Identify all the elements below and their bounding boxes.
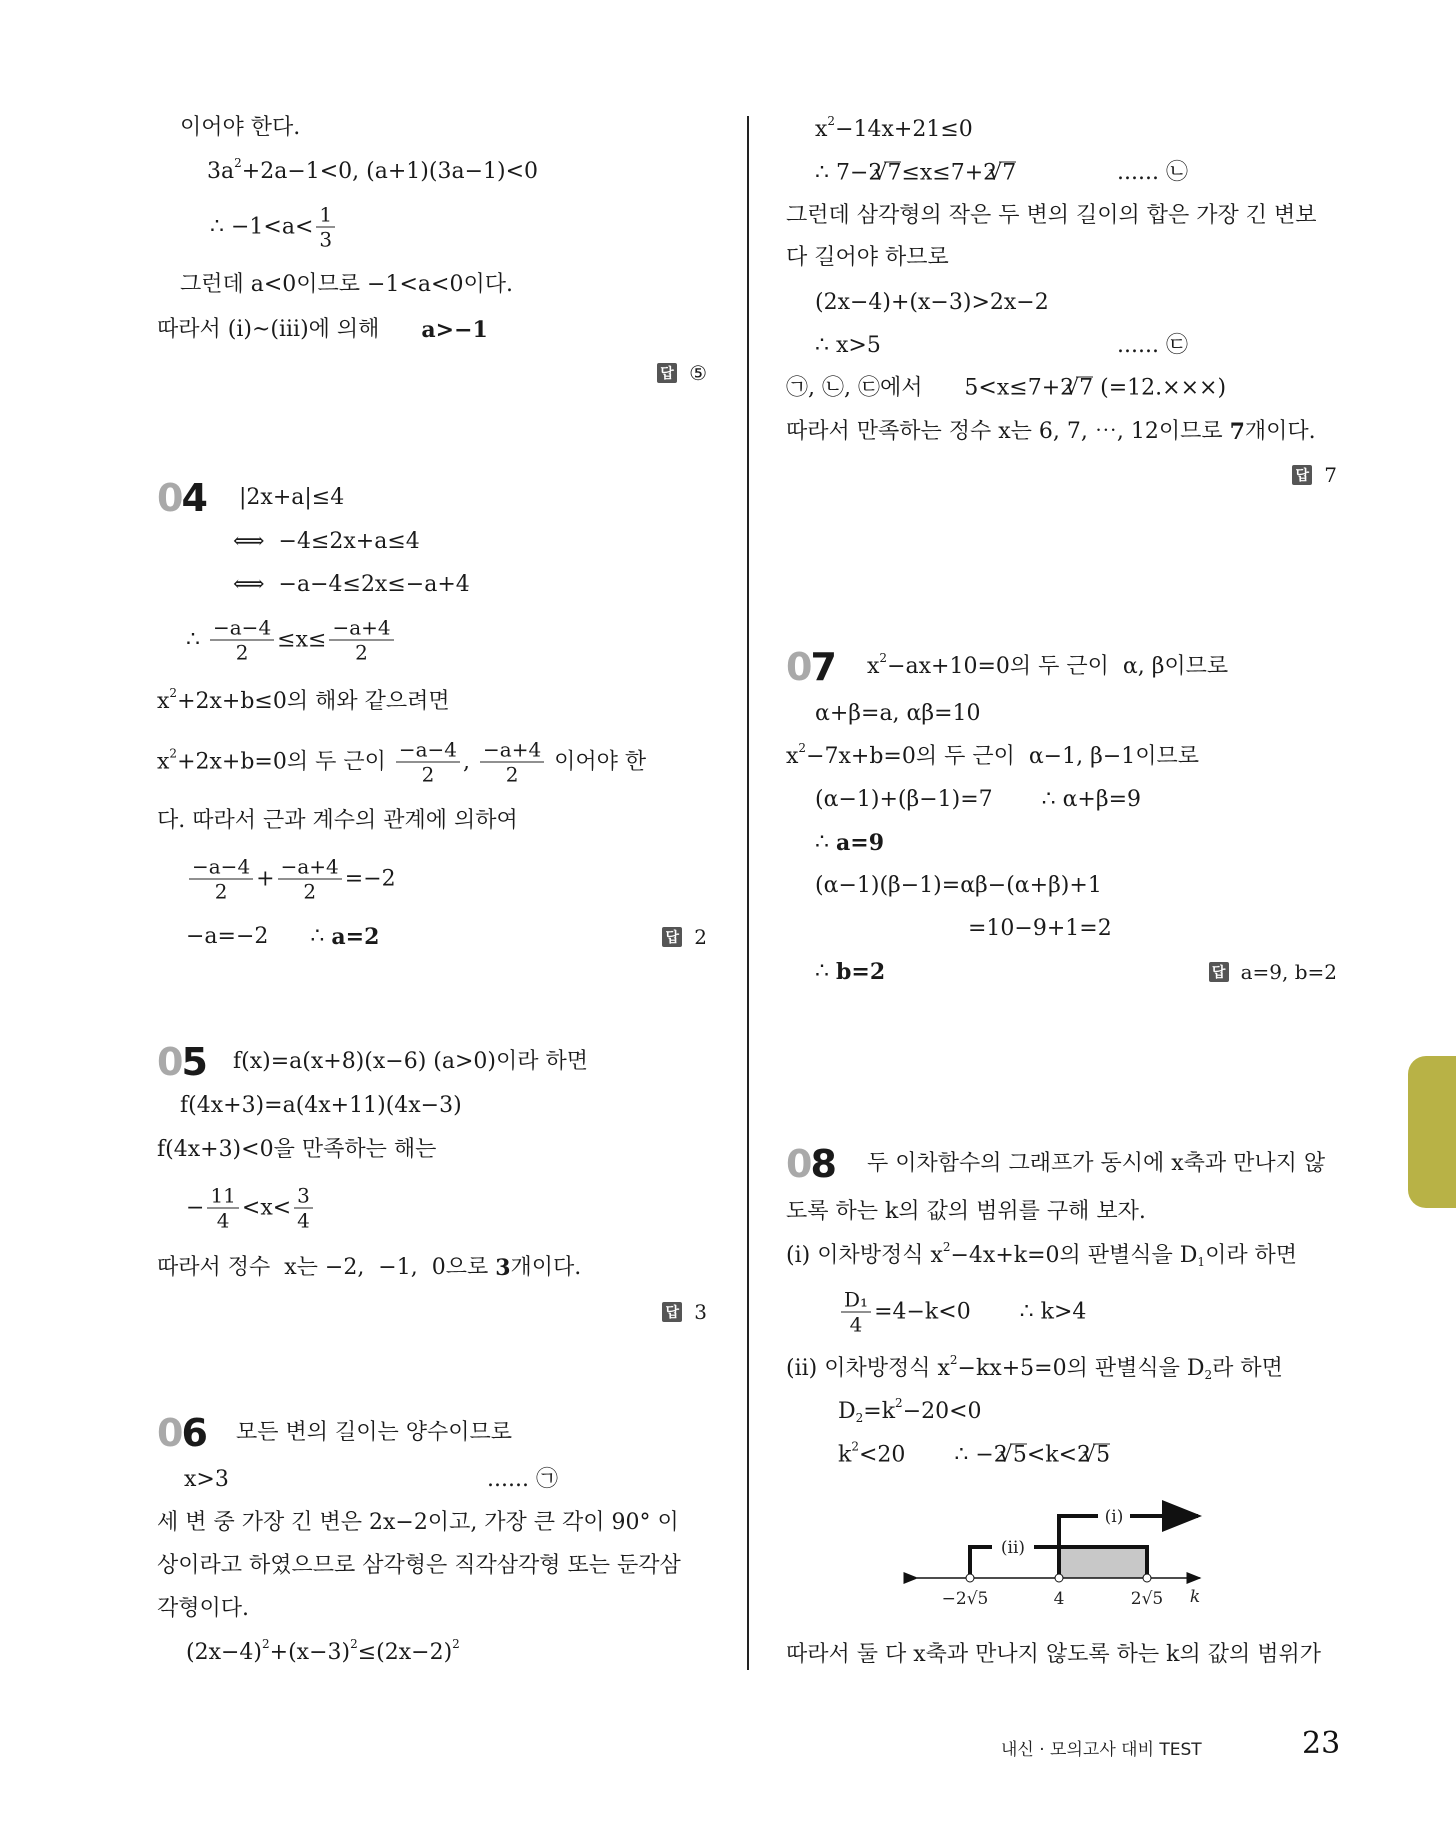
text-segment: +2a−1<0, (a+1)(3a−1)<0 <box>241 159 539 184</box>
text-segment: +(x−3) <box>269 1640 351 1665</box>
fraction <box>316 202 335 252</box>
answer-box <box>657 361 707 385</box>
text-line <box>786 1240 1298 1269</box>
text-segment: x <box>157 749 170 774</box>
text-segment: ⟺ −4≤2x+a≤4 <box>233 529 420 554</box>
text-line <box>786 421 1316 443</box>
text-line <box>157 737 647 787</box>
overlap-region <box>1059 1547 1147 1578</box>
bold-result: a=2 <box>331 924 380 950</box>
text-line <box>786 1353 1283 1382</box>
text-line <box>184 1469 229 1491</box>
text-segment: 따라서 만족하는 정수 x는 6, 7, ⋯, 12이므로 <box>786 419 1230 444</box>
text-segment: ⟺ −a−4≤2x≤−a+4 <box>233 572 470 597</box>
denominator: 2 <box>303 879 317 904</box>
text-segment: −14x+21≤0 <box>835 117 973 142</box>
text-segment: 이어야 한다. <box>180 115 301 140</box>
axis-label: k <box>1189 1587 1201 1607</box>
bold-result: b=2 <box>836 959 886 985</box>
numerator: 3 <box>294 1186 313 1209</box>
denominator: 2 <box>235 640 249 665</box>
text-segment: 그런데 삼각형의 작은 두 변의 길이의 합은 가장 긴 변보 <box>786 203 1317 228</box>
text-segment: 라 하면 <box>1212 1356 1283 1381</box>
problem-number-digit: 8 <box>810 1142 835 1186</box>
text-segment: −kx+5=0의 판별식을 D <box>957 1356 1205 1381</box>
denominator: 2 <box>214 879 228 904</box>
text-line <box>233 1051 588 1073</box>
text-line <box>786 1201 1146 1223</box>
text-line <box>180 117 300 139</box>
text-line <box>186 854 396 904</box>
text-segment: f(4x+3)=a(4x+11)(4x−3) <box>180 1093 462 1118</box>
text-line <box>786 377 1226 400</box>
text-segment: ∴ x>5 <box>815 333 881 358</box>
text-line <box>815 335 881 357</box>
problem-number-digit: 6 <box>181 1411 206 1455</box>
text-line <box>186 926 379 948</box>
superscript: 2 <box>169 746 178 760</box>
page-number: 23 <box>1302 1726 1341 1761</box>
text-line <box>180 1095 462 1117</box>
text-segment: =4−k<0 ∴ k>4 <box>874 1299 1087 1324</box>
footer-book-title: 내신 · 모의고사 대비 TEST <box>1001 1740 1202 1760</box>
text-line <box>815 703 981 725</box>
text-line <box>867 1153 1325 1175</box>
answer-box <box>662 1300 707 1324</box>
answer-icon: 답 <box>662 1302 682 1322</box>
text-segment: 다. 따라서 근과 계수의 관계에 의하여 <box>157 808 518 833</box>
answer-value: ⑤ <box>689 361 707 385</box>
text-segment: 모든 변의 길이는 양수이므로 <box>236 1420 513 1445</box>
text-segment: +2x+b≤0의 해와 같으려면 <box>177 689 450 714</box>
numerator: −a+4 <box>480 740 544 763</box>
text-line <box>236 1422 512 1444</box>
text-segment: (2x−4) <box>186 1640 263 1665</box>
numerator: −a+4 <box>278 857 342 880</box>
numerator: −a−4 <box>189 857 253 880</box>
text-segment: (α−1)(β−1)=αβ−(α+β)+1 <box>815 873 1102 898</box>
numerator: −a+4 <box>329 618 393 641</box>
text-segment: 개이다. <box>510 1255 582 1280</box>
answer-box <box>662 925 707 949</box>
answer-value: a=9, b=2 <box>1240 960 1337 984</box>
text-line <box>786 1644 1321 1666</box>
open-point <box>1143 1574 1151 1582</box>
text-segment: 두 이차함수의 그래프가 동시에 x축과 만나지 않 <box>867 1151 1326 1176</box>
text-segment: 다 길어야 하므로 <box>786 245 949 270</box>
answer-icon: 답 <box>1209 962 1229 982</box>
fraction <box>396 737 460 787</box>
text-line <box>157 1257 581 1279</box>
answer-value: 7 <box>1324 463 1337 487</box>
text-line <box>815 832 884 854</box>
problem-number-07 <box>786 645 835 689</box>
text-segment: 이라 하면 <box>1205 1243 1298 1268</box>
condition-marker: ...... ㉠ <box>487 1467 558 1492</box>
text-segment: x <box>786 744 799 769</box>
answer-box <box>1292 463 1337 487</box>
text-line <box>815 961 885 983</box>
text-segment: ∴ <box>186 627 207 652</box>
text-segment: <20 ∴ −2 <box>858 1442 1008 1467</box>
square-root: √ 5 <box>1093 1444 1110 1467</box>
fraction <box>189 854 253 904</box>
tick-label: 4 <box>1053 1589 1065 1609</box>
text-segment: 도록 하는 k의 값의 범위를 구해 보자. <box>786 1199 1146 1224</box>
open-point <box>1055 1574 1063 1582</box>
text-segment: −20<0 <box>902 1399 982 1424</box>
text-line <box>207 156 539 184</box>
text-segment: 따라서 (i)~(iii)에 의해 <box>157 317 422 342</box>
answer-value: 2 <box>694 925 707 949</box>
tick-label: −2√5 <box>941 1589 989 1609</box>
text-segment: |2x+a|≤4 <box>239 485 345 510</box>
superscript: 2 <box>169 686 178 700</box>
text-line <box>157 810 518 832</box>
text-segment: 이어야 한 <box>547 749 647 774</box>
problem-number-04 <box>157 476 206 520</box>
text-line <box>815 875 1102 897</box>
column-divider <box>747 116 749 1670</box>
text-segment: 세 변 중 가장 긴 변은 2x−2이고, 가장 큰 각이 90° 이 <box>157 1510 679 1535</box>
superscript: 2 <box>798 741 807 755</box>
problem-number-digit: 7 <box>810 645 835 689</box>
text-line <box>786 741 1200 769</box>
denominator: 4 <box>849 1312 863 1337</box>
range-label-ii: (ii) <box>1000 1538 1026 1558</box>
text-segment: k <box>838 1442 852 1467</box>
answer-icon: 답 <box>662 927 682 947</box>
square-root: √ 7 <box>884 162 901 185</box>
text-line <box>180 274 513 296</box>
text-line <box>786 247 949 269</box>
text-segment: ∴ 7−2 <box>815 160 883 185</box>
problem-number-prefix: 0 <box>157 476 182 520</box>
square-root: √ 7 <box>999 162 1016 185</box>
text-line <box>838 1287 1087 1337</box>
text-segment: +2x+b=0의 두 근이 <box>177 749 393 774</box>
text-segment: α+β=a, αβ=10 <box>815 701 981 726</box>
text-line <box>186 1183 316 1233</box>
condition-marker: ...... ㉢ <box>1117 333 1188 358</box>
bold-result: a>−1 <box>421 317 488 343</box>
bold-result: 3 <box>495 1255 511 1281</box>
text-line <box>815 114 973 142</box>
bold-result: a=9 <box>836 830 884 856</box>
superscript: 2 <box>942 1240 951 1254</box>
text-segment: ∴ −1<a< <box>210 214 314 239</box>
text-segment: f(x)=a(x+8)(x−6) (a>0)이라 하면 <box>233 1049 588 1074</box>
text-line <box>233 574 470 596</box>
answer-box <box>1209 960 1337 984</box>
problem-number-prefix: 0 <box>786 645 811 689</box>
fraction <box>480 737 544 787</box>
text-line <box>157 1139 436 1161</box>
tick-label: 2√5 <box>1130 1589 1164 1609</box>
text-line <box>157 1555 681 1577</box>
text-segment: ∴ <box>815 959 836 984</box>
text-segment: 따라서 둘 다 x축과 만나지 않도록 하는 k의 값의 범위가 <box>786 1642 1321 1667</box>
superscript: 2 <box>350 1637 358 1651</box>
superscript: 2 <box>851 1439 859 1453</box>
text-segment: (ii) 이차방정식 x <box>786 1356 950 1381</box>
problem-number-08 <box>786 1142 835 1186</box>
bold-result: 7 <box>1229 419 1245 445</box>
text-segment: ≤x≤ <box>277 627 327 652</box>
text-line <box>233 531 420 553</box>
text-segment: =10−9+1=2 <box>968 916 1112 941</box>
text-segment: 상이라고 하였으므로 삼각형은 직각삼각형 또는 둔각삼 <box>157 1553 681 1578</box>
text-line <box>186 615 397 665</box>
text-line <box>157 1598 249 1620</box>
text-line <box>186 1637 460 1665</box>
numerator: D₁ <box>841 1290 871 1313</box>
text-line <box>838 1396 982 1425</box>
text-line <box>815 162 1016 185</box>
text-segment: 그런데 a<0이므로 −1<a<0이다. <box>180 272 513 297</box>
fraction <box>329 615 393 665</box>
text-segment: 3a <box>207 159 235 184</box>
fraction <box>207 1183 238 1233</box>
text-line <box>838 1439 1111 1468</box>
text-line <box>815 292 1049 314</box>
problem-number-06 <box>157 1411 206 1455</box>
subscript: 2 <box>855 1411 864 1425</box>
superscript: 2 <box>827 114 836 128</box>
text-segment: =k <box>863 1399 896 1424</box>
text-line <box>786 205 1316 227</box>
subscript: 1 <box>1197 1255 1206 1269</box>
denominator: 4 <box>216 1208 230 1233</box>
text-line <box>157 319 488 341</box>
numerator: −a−4 <box>210 618 274 641</box>
text-segment: 개이다. <box>1244 419 1316 444</box>
text-line <box>968 918 1112 940</box>
superscript: 2 <box>234 156 242 170</box>
text-segment: x>3 <box>184 1467 229 1492</box>
fraction <box>278 854 342 904</box>
text-segment: −a=−2 ∴ <box>186 924 332 949</box>
text-segment: −7x+b=0의 두 근이 α−1, β−1이므로 <box>806 744 1200 769</box>
text-segment: ≤(2x−2) <box>357 1640 453 1665</box>
condition-marker: ...... ㉡ <box>1117 160 1188 185</box>
superscript: 2 <box>879 651 888 665</box>
text-segment: <k<2 <box>1026 1442 1092 1467</box>
text-segment: −4x+k=0의 판별식을 D <box>950 1243 1198 1268</box>
text-segment: − <box>186 1195 205 1220</box>
text-line <box>867 651 1229 679</box>
answer-icon: 답 <box>1292 465 1312 485</box>
numerator: 1 <box>316 205 335 228</box>
answer-icon: 답 <box>657 363 677 383</box>
answer-value: 3 <box>694 1300 707 1324</box>
text-segment: ∴ <box>815 830 836 855</box>
superscript: 2 <box>895 1396 903 1410</box>
fraction <box>841 1287 871 1337</box>
text-segment: (i) 이차방정식 x <box>786 1243 943 1268</box>
square-root: √ 7 <box>1076 377 1093 400</box>
text-line <box>157 686 450 714</box>
side-tab <box>1408 1056 1456 1208</box>
subscript: 2 <box>1204 1368 1213 1382</box>
text-segment: (α−1)+(β−1)=7 ∴ α+β=9 <box>815 787 1142 812</box>
denominator: 2 <box>505 762 519 787</box>
text-line <box>157 1512 679 1534</box>
text-segment: x <box>157 689 170 714</box>
superscript: 2 <box>262 1637 270 1651</box>
text-segment: f(4x+3)<0을 만족하는 해는 <box>157 1137 437 1162</box>
open-point <box>966 1574 974 1582</box>
superscript: 2 <box>949 1353 958 1367</box>
denominator: 4 <box>297 1208 310 1233</box>
text-segment: (=12.×××) <box>1093 375 1227 400</box>
problem-number-digit: 5 <box>181 1040 206 1084</box>
numerator: 11 <box>207 1186 238 1209</box>
text-segment: 각형이다. <box>157 1596 250 1621</box>
text-segment: x <box>815 117 828 142</box>
square-root: √ 5 <box>1010 1444 1027 1467</box>
problem-number-prefix: 0 <box>157 1040 182 1084</box>
problem-number-05 <box>157 1040 206 1084</box>
problem-number-digit: 4 <box>181 476 206 520</box>
problem-number-prefix: 0 <box>157 1411 182 1455</box>
text-segment: x <box>867 654 880 679</box>
text-segment: ㉠, ㉡, ㉢에서 5<x≤7+2 <box>786 375 1075 400</box>
text-segment: D <box>838 1399 856 1424</box>
denominator: 2 <box>355 640 368 665</box>
text-line <box>815 789 1141 811</box>
text-segment: −ax+10=0의 두 근이 α, β이므로 <box>887 654 1229 679</box>
text-segment: <x< <box>241 1195 292 1220</box>
fraction <box>210 615 274 665</box>
denominator: 2 <box>421 762 435 787</box>
range-label-i: (i) <box>1104 1507 1124 1527</box>
denominator: 3 <box>319 227 333 252</box>
fraction <box>294 1183 313 1233</box>
problem-number-prefix: 0 <box>786 1142 811 1186</box>
text-line <box>239 487 344 509</box>
superscript: 2 <box>452 1637 460 1651</box>
text-line <box>210 202 338 252</box>
numerator: −a−4 <box>396 740 460 763</box>
text-segment: 따라서 정수 x는 −2, −1, 0으로 <box>157 1255 496 1280</box>
text-segment: =−2 <box>344 866 396 891</box>
text-segment: , <box>463 749 478 774</box>
number-line-diagram <box>900 1490 1220 1615</box>
text-segment: (2x−4)+(x−3)>2x−2 <box>815 290 1049 315</box>
range-ii <box>970 1547 992 1578</box>
text-segment: + <box>256 866 275 891</box>
text-segment: ≤x≤7+2 <box>901 160 998 185</box>
